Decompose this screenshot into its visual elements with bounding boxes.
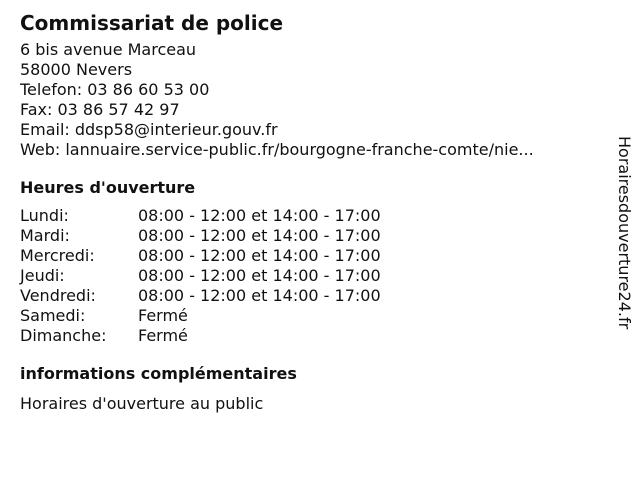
website-link[interactable]: Web: lannuaire.service-public.fr/bourgogne-franche-comte/nie... xyxy=(20,140,534,159)
hours-day-label: Dimanche: xyxy=(20,326,107,345)
hours-time: 08:00 - 12:00 et 14:00 - 17:00 xyxy=(138,226,381,245)
address-city: 58000 Nevers xyxy=(20,60,133,79)
site-watermark: Horairesdouverture24.fr xyxy=(615,136,634,330)
hours-table xyxy=(20,206,600,346)
hours-row-jeudi xyxy=(20,266,600,286)
hours-row-mardi xyxy=(20,226,600,246)
hours-day-label: Mercredi: xyxy=(20,246,95,265)
hours-time: 08:00 - 12:00 et 14:00 - 17:00 xyxy=(138,206,381,225)
phone-number: Telefon: 03 86 60 53 00 xyxy=(20,80,210,99)
hours-row-samedi xyxy=(20,306,600,326)
hours-time: 08:00 - 12:00 et 14:00 - 17:00 xyxy=(138,266,381,285)
fax-number: Fax: 03 86 57 42 97 xyxy=(20,100,180,119)
info-text: Horaires d'ouverture au public xyxy=(20,394,264,413)
hours-row-dimanche xyxy=(20,326,600,346)
hours-day-label: Samedi: xyxy=(20,306,86,325)
listing-card xyxy=(20,8,600,414)
page-title: Commissariat de police xyxy=(20,11,284,35)
hours-day-label: Mardi: xyxy=(20,226,70,245)
hours-time: 08:00 - 12:00 et 14:00 - 17:00 xyxy=(138,286,381,305)
address-street: 6 bis avenue Marceau xyxy=(20,40,197,59)
hours-row-lundi xyxy=(20,206,600,226)
contact-block xyxy=(20,40,600,160)
hours-heading: Heures d'ouverture xyxy=(20,178,196,197)
hours-day-label: Lundi: xyxy=(20,206,69,225)
hours-row-vendredi xyxy=(20,286,600,306)
hours-time: 08:00 - 12:00 et 14:00 - 17:00 xyxy=(138,246,381,265)
info-heading: informations complémentaires xyxy=(20,364,297,383)
email-address: Email: ddsp58@interieur.gouv.fr xyxy=(20,120,278,139)
hours-day-label: Vendredi: xyxy=(20,286,96,305)
hours-time: Fermé xyxy=(138,306,188,325)
hours-row-mercredi xyxy=(20,246,600,266)
hours-time: Fermé xyxy=(138,326,188,345)
hours-day-label: Jeudi: xyxy=(20,266,65,285)
